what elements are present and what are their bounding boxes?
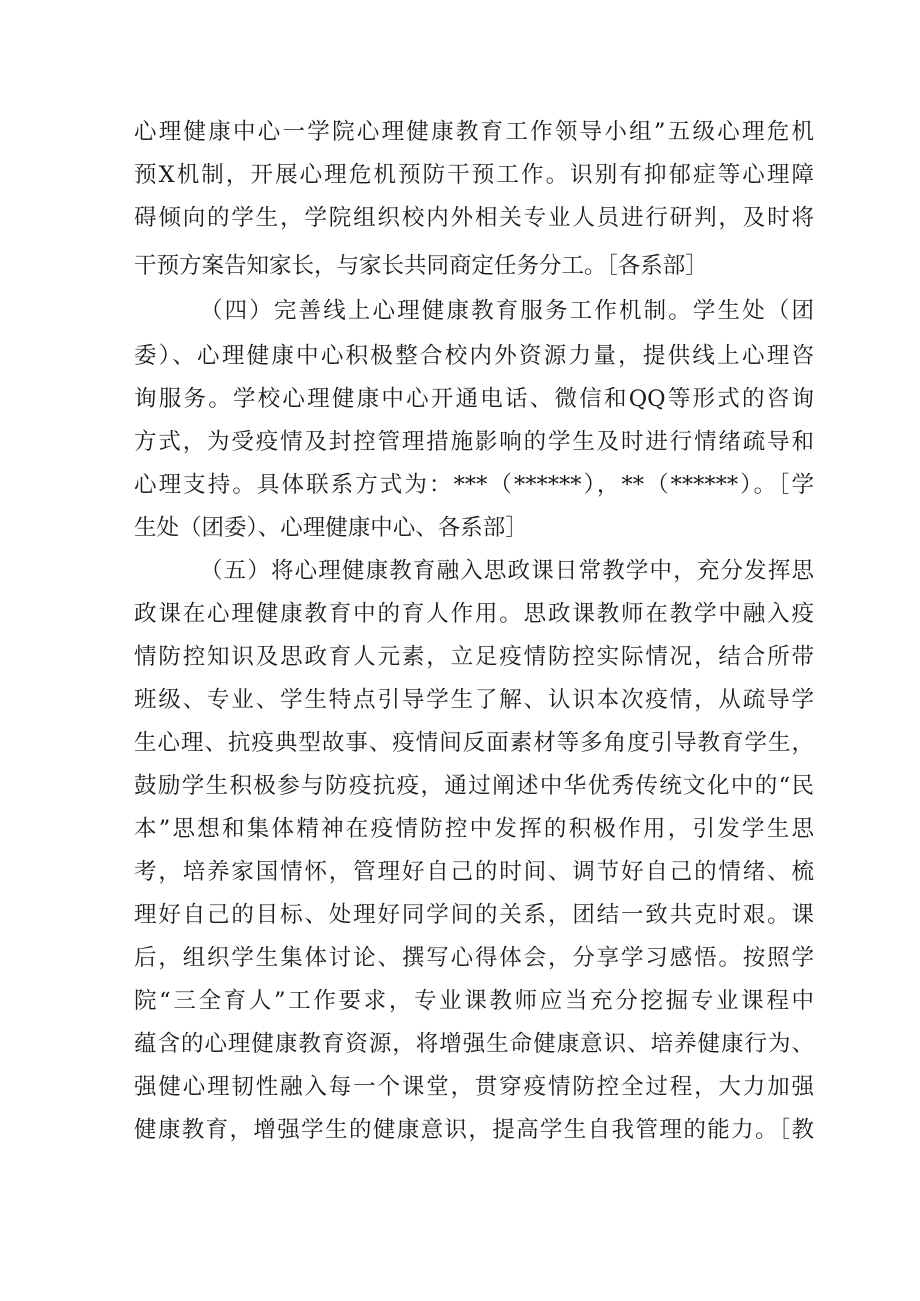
paragraph-line: 蕴含的心理健康教育资源，将增强生命健康意识、培养健康行为、	[134, 1031, 814, 1057]
paragraph-line: 心理健康中心一学院心理健康教育工作领导小组”五级心理危机	[134, 119, 814, 145]
paragraph-line: 情防控知识及思政育人元素，立足疫情防控实际情况，结合所带	[134, 644, 814, 670]
paragraph-line: 考，培养家国情怀，管理好自己的时间、调节好自己的情绪、梳	[134, 859, 814, 885]
paragraph-line: 鼓励学生积极参与防疫抗疫，通过阐述中华优秀传统文化中的“民	[134, 773, 814, 799]
paragraph-line: 政课在心理健康教育中的育人作用。思政课教师在教学中融入疫	[134, 601, 814, 627]
paragraph-line: 强健心理韧性融入每一个课堂，贯穿疫情防控全过程，大力加强	[134, 1074, 814, 1100]
paragraph-line: 院“三全育人”工作要求，专业课教师应当充分挖掘专业课程中	[134, 988, 814, 1014]
paragraph-line: 碍倾向的学生，学院组织校内外相关专业人员进行研判，及时将	[134, 205, 814, 231]
paragraph-line: 询服务。学校心理健康中心开通电话、微信和QQ等形式的咨询	[134, 386, 814, 412]
paragraph-line: 干预方案告知家长，与家长共同商定任务分工。［各系部］	[134, 253, 708, 279]
paragraph-line: 方式，为受疫情及封控管理措施影响的学生及时进行情绪疏导和	[134, 429, 814, 455]
paragraph-line: 班级、专业、学生特点引导学生了解、认识本次疫情，从疏导学	[134, 687, 814, 713]
paragraph-line: 预X机制，开展心理危机预防干预工作。识别有抑郁症等心理障	[134, 162, 814, 188]
paragraph-line: 心理支持。具体联系方式为：***（******），**（******）。［学	[134, 472, 814, 498]
paragraph-line: 委）、心理健康中心积极整合校内外资源力量，提供线上心理咨	[134, 343, 814, 369]
paragraph-line: 本”思想和集体精神在疫情防控中发挥的积极作用，引发学生思	[134, 816, 814, 842]
paragraph-line: （五）将心理健康教育融入思政课日常教学中，充分发挥思	[200, 558, 814, 584]
paragraph-line: 生处（团委）、心理健康中心、各系部］	[134, 515, 528, 541]
paragraph-line: （四）完善线上心理健康教育服务工作机制。学生处（团	[200, 298, 814, 324]
paragraph-line: 后，组织学生集体讨论、撰写心得体会，分享学习感悟。按照学	[134, 945, 814, 971]
paragraph-line: 理好自己的目标、处理好同学间的关系，团结一致共克时艰。课	[134, 902, 814, 928]
paragraph-line: 健康教育，增强学生的健康意识，提高学生自我管理的能力。［教	[134, 1117, 814, 1143]
paragraph-line: 生心理、抗疫典型故事、疫情间反面素材等多角度引导教育学生，	[134, 730, 814, 756]
